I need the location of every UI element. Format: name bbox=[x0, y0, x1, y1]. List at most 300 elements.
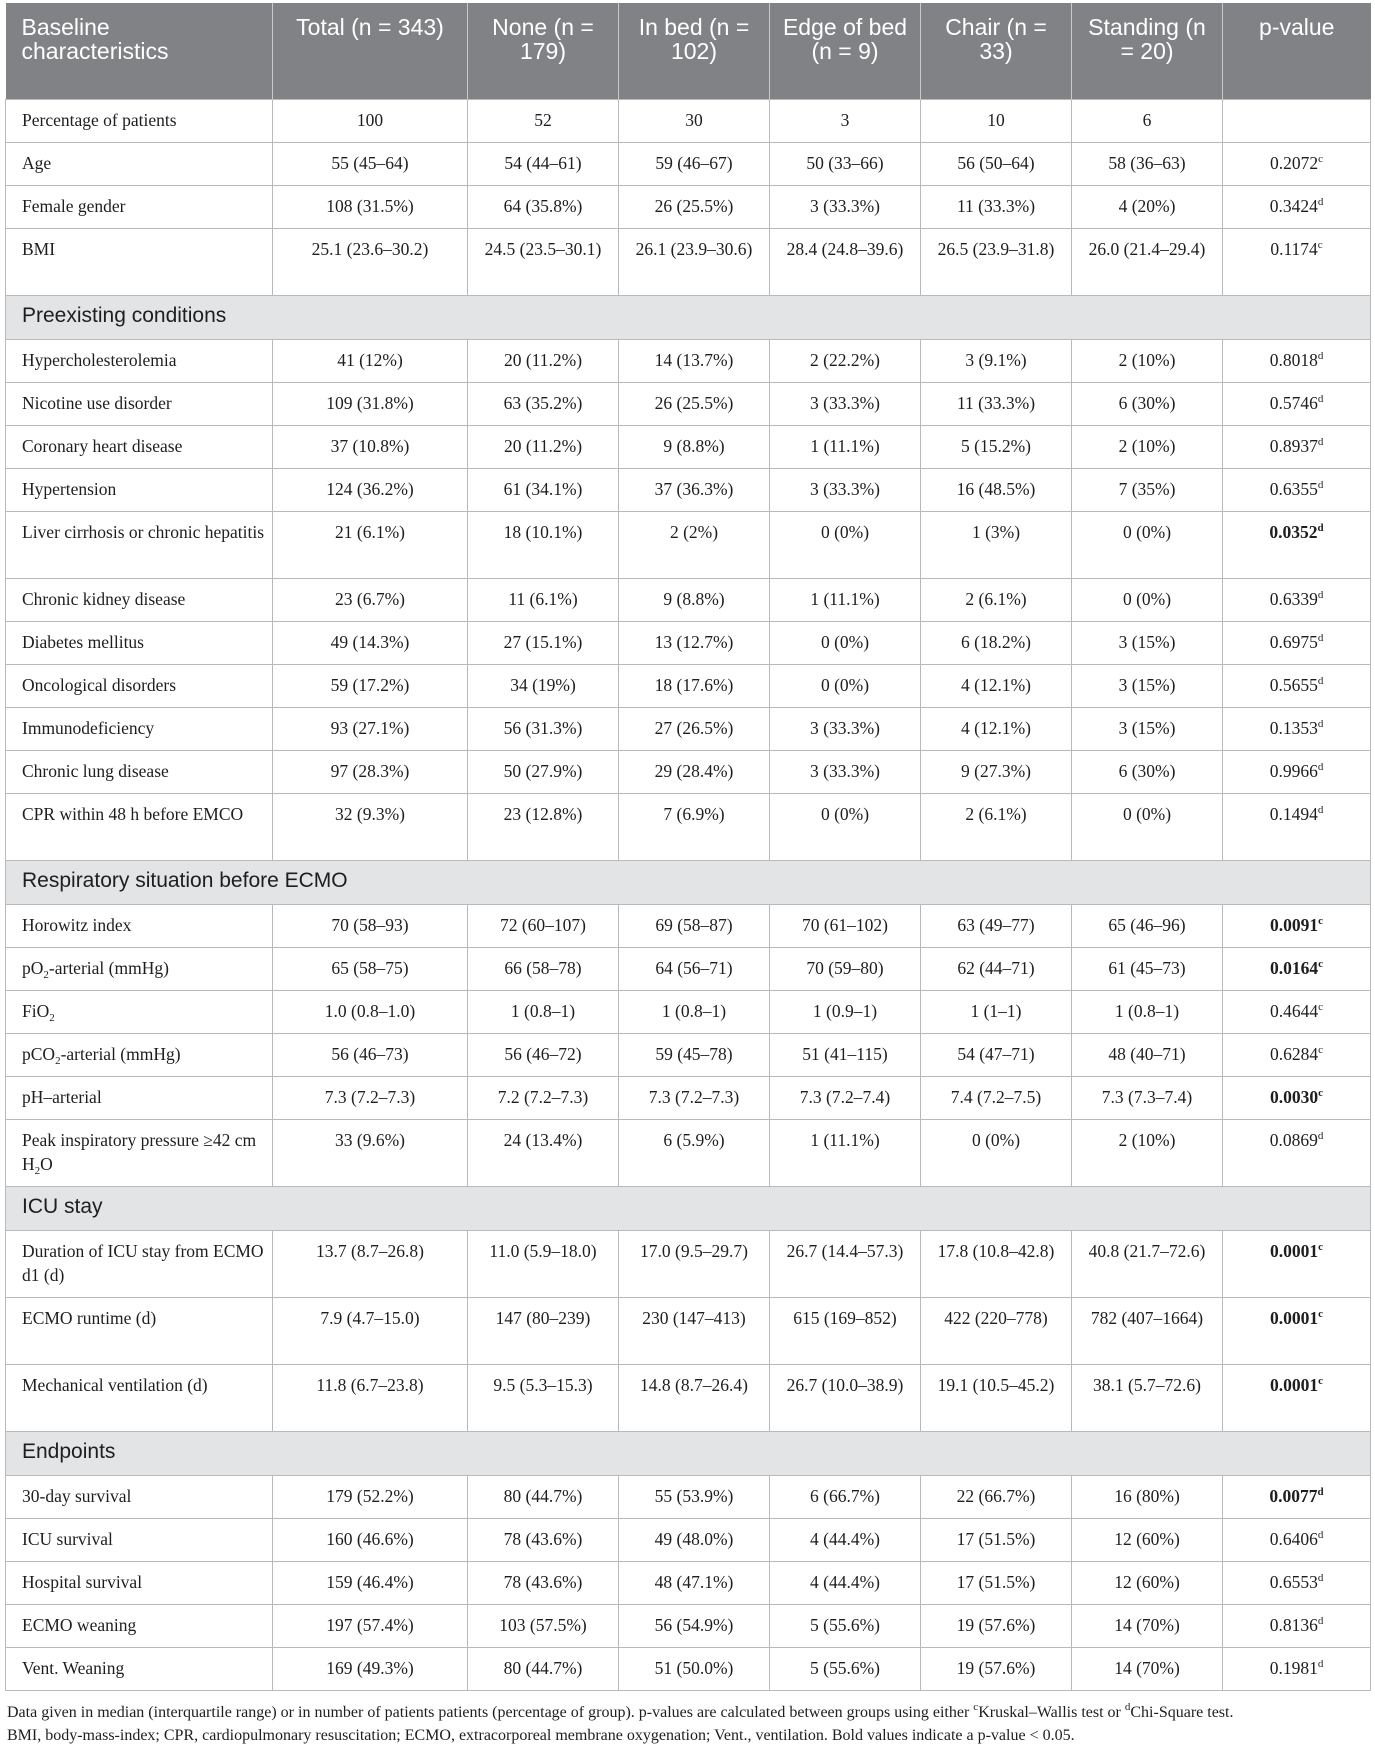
table-cell: 65 (58–75) bbox=[273, 948, 468, 991]
p-value-text: 0.1353 bbox=[1269, 718, 1318, 738]
table-cell: 40.8 (21.7–72.6) bbox=[1072, 1231, 1223, 1298]
table-cell: 160 (46.6%) bbox=[273, 1519, 468, 1562]
row-label bbox=[6, 383, 273, 426]
p-value-text: 0.4644 bbox=[1269, 1001, 1319, 1021]
table-cell: 32 (9.3%) bbox=[273, 794, 468, 861]
row-label-text: Mechanical ventilation (d) bbox=[22, 1375, 208, 1395]
table-cell: 14.8 (8.7–26.4) bbox=[619, 1365, 770, 1432]
row-label-text: Female gender bbox=[22, 196, 126, 216]
p-value-text: 0.0352 bbox=[1269, 522, 1318, 542]
p-value-text: 0.5746 bbox=[1269, 393, 1318, 413]
table-cell: 7.3 (7.2–7.3) bbox=[273, 1077, 468, 1120]
p-value-cell bbox=[1223, 469, 1371, 512]
table-cell: 29 (28.4%) bbox=[619, 751, 770, 794]
row-label-text: Horowitz index bbox=[22, 915, 132, 935]
header-p-value: p-value bbox=[1223, 3, 1371, 100]
table-cell: 17 (51.5%) bbox=[921, 1519, 1072, 1562]
p-value-cell bbox=[1223, 1365, 1371, 1432]
table-cell: 6 (30%) bbox=[1072, 383, 1223, 426]
table-cell: 3 (33.3%) bbox=[770, 751, 921, 794]
row-label bbox=[6, 1034, 273, 1077]
row-label bbox=[6, 512, 273, 579]
table-cell: 100 bbox=[273, 100, 468, 143]
section-header-row bbox=[6, 296, 1371, 340]
table-cell: 20 (11.2%) bbox=[468, 340, 619, 383]
p-value-test-note: d bbox=[1317, 196, 1324, 208]
p-value-test-note: c bbox=[1318, 1308, 1323, 1320]
table-cell: 7.9 (4.7–15.0) bbox=[273, 1298, 468, 1365]
p-value-text: 0.0001 bbox=[1269, 1241, 1319, 1261]
table-cell: 80 (44.7%) bbox=[468, 1476, 619, 1519]
header-in-bed: In bed (n = 102) bbox=[619, 3, 770, 100]
header-none: None (n = 179) bbox=[468, 3, 619, 100]
table-cell: 11 (33.3%) bbox=[921, 383, 1072, 426]
row-label bbox=[6, 948, 273, 991]
table-cell: 11.8 (6.7–23.8) bbox=[273, 1365, 468, 1432]
p-value-cell bbox=[1223, 794, 1371, 861]
table-cell: 0 (0%) bbox=[770, 512, 921, 579]
table-cell: 11 (6.1%) bbox=[468, 579, 619, 622]
p-value-text: 0.0001 bbox=[1269, 1308, 1319, 1328]
table-cell: 58 (36–63) bbox=[1072, 143, 1223, 186]
p-value-text: 0.2072 bbox=[1269, 153, 1319, 173]
table-cell: 422 (220–778) bbox=[921, 1298, 1072, 1365]
table-cell: 6 (5.9%) bbox=[619, 1120, 770, 1187]
table-cell: 7.2 (7.2–7.3) bbox=[468, 1077, 619, 1120]
table-cell: 1 (11.1%) bbox=[770, 1120, 921, 1187]
row-label-text: ICU survival bbox=[22, 1529, 113, 1549]
p-value-test-note: d bbox=[1317, 479, 1324, 491]
row-label bbox=[6, 665, 273, 708]
p-value-test-note: d bbox=[1317, 1486, 1324, 1498]
table-cell: 108 (31.5%) bbox=[273, 186, 468, 229]
table-cell: 0 (0%) bbox=[921, 1120, 1072, 1187]
table-cell: 78 (43.6%) bbox=[468, 1562, 619, 1605]
row-label bbox=[6, 1231, 273, 1298]
row-label-subscript: 2 bbox=[55, 1055, 61, 1067]
row-label bbox=[6, 426, 273, 469]
table-cell: 2 (6.1%) bbox=[921, 794, 1072, 861]
table-cell: 17.8 (10.8–42.8) bbox=[921, 1231, 1072, 1298]
p-value-cell bbox=[1223, 186, 1371, 229]
table-cell: 12 (60%) bbox=[1072, 1519, 1223, 1562]
table-cell: 103 (57.5%) bbox=[468, 1605, 619, 1648]
p-value-test-note: c bbox=[1318, 1001, 1323, 1013]
table-cell: 11 (33.3%) bbox=[921, 186, 1072, 229]
table-cell: 615 (169–852) bbox=[770, 1298, 921, 1365]
table-cell: 169 (49.3%) bbox=[273, 1648, 468, 1691]
row-label-text: Liver cirrhosis or chronic hepatitis bbox=[22, 522, 265, 542]
table-cell: 23 (6.7%) bbox=[273, 579, 468, 622]
row-label-subscript: 2 bbox=[49, 1012, 55, 1024]
row-label-text: ECMO weaning bbox=[22, 1615, 137, 1635]
row-label-text: Chronic lung disease bbox=[22, 761, 169, 781]
table-cell: 9 (8.8%) bbox=[619, 426, 770, 469]
row-label bbox=[6, 1476, 273, 1519]
row-label-text: Hospital survival bbox=[22, 1572, 143, 1592]
table-cell: 1 (0.8–1) bbox=[619, 991, 770, 1034]
p-value-cell bbox=[1223, 1605, 1371, 1648]
table-cell: 50 (33–66) bbox=[770, 143, 921, 186]
table-row bbox=[6, 186, 1371, 229]
table-row bbox=[6, 1648, 1371, 1691]
table-cell: 48 (47.1%) bbox=[619, 1562, 770, 1605]
row-label-text: Diabetes mellitus bbox=[22, 632, 144, 652]
table-cell: 1 (11.1%) bbox=[770, 426, 921, 469]
table-cell: 18 (10.1%) bbox=[468, 512, 619, 579]
footnote-text-a: Data given in median (interquartile range) or in number of patients patients (percentage of group). p-values are calculated between groups using either bbox=[7, 1704, 974, 1721]
table-cell: 56 (46–72) bbox=[468, 1034, 619, 1077]
table-cell: 109 (31.8%) bbox=[273, 383, 468, 426]
table-cell: 179 (52.2%) bbox=[273, 1476, 468, 1519]
p-value-cell bbox=[1223, 229, 1371, 296]
table-cell: 64 (56–71) bbox=[619, 948, 770, 991]
table-cell: 1 (11.1%) bbox=[770, 579, 921, 622]
p-value-cell bbox=[1223, 1034, 1371, 1077]
row-label-text: CPR within 48 h before EMCO bbox=[22, 804, 244, 824]
table-cell: 24.5 (23.5–30.1) bbox=[468, 229, 619, 296]
p-value-text: 0.0091 bbox=[1269, 915, 1319, 935]
row-label-text: Vent. Weaning bbox=[22, 1658, 125, 1678]
table-cell: 63 (35.2%) bbox=[468, 383, 619, 426]
p-value-text: 0.6339 bbox=[1269, 589, 1318, 609]
p-value-cell bbox=[1223, 1648, 1371, 1691]
table-cell: 5 (55.6%) bbox=[770, 1648, 921, 1691]
table-cell: 3 (33.3%) bbox=[770, 383, 921, 426]
table-cell: 28.4 (24.8–39.6) bbox=[770, 229, 921, 296]
table-cell: 2 (10%) bbox=[1072, 426, 1223, 469]
table-container bbox=[5, 3, 1370, 1747]
section-header-row bbox=[6, 861, 1371, 905]
table-cell: 56 (50–64) bbox=[921, 143, 1072, 186]
table-cell: 19.1 (10.5–45.2) bbox=[921, 1365, 1072, 1432]
table-cell: 230 (147–413) bbox=[619, 1298, 770, 1365]
p-value-test-note: d bbox=[1317, 1615, 1324, 1627]
table-cell: 4 (20%) bbox=[1072, 186, 1223, 229]
table-cell: 5 (55.6%) bbox=[770, 1605, 921, 1648]
table-footnote bbox=[5, 1701, 1370, 1747]
p-value-cell bbox=[1223, 1077, 1371, 1120]
table-cell: 52 bbox=[468, 100, 619, 143]
table-row bbox=[6, 948, 1371, 991]
table-cell: 24 (13.4%) bbox=[468, 1120, 619, 1187]
table-cell: 6 (18.2%) bbox=[921, 622, 1072, 665]
footnote-line-1 bbox=[7, 1701, 1370, 1724]
table-cell: 26.7 (14.4–57.3) bbox=[770, 1231, 921, 1298]
p-value-text: 0.1981 bbox=[1269, 1658, 1318, 1678]
p-value-cell bbox=[1223, 426, 1371, 469]
table-cell: 59 (45–78) bbox=[619, 1034, 770, 1077]
row-label-text: Oncological disorders bbox=[22, 675, 177, 695]
table-cell: 2 (10%) bbox=[1072, 1120, 1223, 1187]
row-label-text: Age bbox=[22, 153, 52, 173]
table-row bbox=[6, 622, 1371, 665]
table-cell: 51 (50.0%) bbox=[619, 1648, 770, 1691]
table-row bbox=[6, 1298, 1371, 1365]
table-row bbox=[6, 100, 1371, 143]
row-label bbox=[6, 229, 273, 296]
table-cell: 7 (6.9%) bbox=[619, 794, 770, 861]
table-cell: 54 (47–71) bbox=[921, 1034, 1072, 1077]
p-value-text: 0.0869 bbox=[1269, 1130, 1318, 1150]
table-cell: 26.5 (23.9–31.8) bbox=[921, 229, 1072, 296]
footnote-sup-d: d bbox=[1124, 1701, 1131, 1713]
table-cell: 49 (14.3%) bbox=[273, 622, 468, 665]
table-cell: 10 bbox=[921, 100, 1072, 143]
table-cell: 2 (2%) bbox=[619, 512, 770, 579]
table-cell: 26 (25.5%) bbox=[619, 383, 770, 426]
p-value-cell bbox=[1223, 143, 1371, 186]
table-cell: 22 (66.7%) bbox=[921, 1476, 1072, 1519]
p-value-test-note: d bbox=[1317, 1130, 1324, 1142]
table-cell: 63 (49–77) bbox=[921, 905, 1072, 948]
row-label-suffix: -arterial (mmHg) bbox=[48, 958, 169, 978]
table-cell: 17 (51.5%) bbox=[921, 1562, 1072, 1605]
table-cell: 55 (45–64) bbox=[273, 143, 468, 186]
table-row bbox=[6, 1034, 1371, 1077]
table-cell: 9.5 (5.3–15.3) bbox=[468, 1365, 619, 1432]
table-row bbox=[6, 991, 1371, 1034]
p-value-text: 0.8136 bbox=[1269, 1615, 1318, 1635]
table-cell: 64 (35.8%) bbox=[468, 186, 619, 229]
table-cell: 25.1 (23.6–30.2) bbox=[273, 229, 468, 296]
table-cell: 7 (35%) bbox=[1072, 469, 1223, 512]
header-baseline-characteristics: Baseline characteristics bbox=[6, 3, 273, 100]
table-cell: 4 (12.1%) bbox=[921, 708, 1072, 751]
section-header-row bbox=[6, 1432, 1371, 1476]
p-value-text: 0.6975 bbox=[1269, 632, 1318, 652]
p-value-test-note: d bbox=[1317, 350, 1324, 362]
table-cell: 21 (6.1%) bbox=[273, 512, 468, 579]
row-label-text: Duration of ICU stay from ECMO d1 (d) bbox=[22, 1241, 264, 1285]
table-row bbox=[6, 1231, 1371, 1298]
table-cell: 2 (6.1%) bbox=[921, 579, 1072, 622]
row-label bbox=[6, 708, 273, 751]
p-value-test-note: d bbox=[1317, 522, 1324, 534]
p-value-test-note: d bbox=[1317, 393, 1324, 405]
table-cell: 51 (41–115) bbox=[770, 1034, 921, 1077]
table-cell: 59 (46–67) bbox=[619, 143, 770, 186]
table-cell: 4 (12.1%) bbox=[921, 665, 1072, 708]
p-value-text: 0.6355 bbox=[1269, 479, 1318, 499]
table-cell: 59 (17.2%) bbox=[273, 665, 468, 708]
table-cell: 0 (0%) bbox=[770, 794, 921, 861]
table-cell: 7.3 (7.2–7.3) bbox=[619, 1077, 770, 1120]
table-cell: 3 bbox=[770, 100, 921, 143]
p-value-cell bbox=[1223, 948, 1371, 991]
table-cell: 93 (27.1%) bbox=[273, 708, 468, 751]
row-label bbox=[6, 1120, 273, 1187]
row-label-text: pO bbox=[22, 958, 44, 978]
table-cell: 66 (58–78) bbox=[468, 948, 619, 991]
row-label-suffix: O bbox=[40, 1154, 53, 1174]
table-cell: 65 (46–96) bbox=[1072, 905, 1223, 948]
table-cell: 30 bbox=[619, 100, 770, 143]
p-value-text: 0.5655 bbox=[1269, 675, 1318, 695]
table-cell: 3 (33.3%) bbox=[770, 186, 921, 229]
table-cell: 0 (0%) bbox=[770, 665, 921, 708]
p-value-test-note: c bbox=[1318, 1241, 1323, 1253]
p-value-cell bbox=[1223, 708, 1371, 751]
table-row bbox=[6, 751, 1371, 794]
table-cell: 72 (60–107) bbox=[468, 905, 619, 948]
table-cell: 1.0 (0.8–1.0) bbox=[273, 991, 468, 1034]
p-value-test-note: d bbox=[1317, 436, 1324, 448]
header-edge-of-bed: Edge of bed (n = 9) bbox=[770, 3, 921, 100]
table-cell: 124 (36.2%) bbox=[273, 469, 468, 512]
table-cell: 3 (9.1%) bbox=[921, 340, 1072, 383]
p-value-text: 0.3424 bbox=[1269, 196, 1318, 216]
table-cell: 3 (15%) bbox=[1072, 622, 1223, 665]
table-cell: 1 (0.8–1) bbox=[468, 991, 619, 1034]
table-row bbox=[6, 383, 1371, 426]
row-label bbox=[6, 622, 273, 665]
p-value-text: 0.6553 bbox=[1269, 1572, 1318, 1592]
table-cell: 11.0 (5.9–18.0) bbox=[468, 1231, 619, 1298]
table-cell: 37 (10.8%) bbox=[273, 426, 468, 469]
p-value-text: 0.0030 bbox=[1269, 1087, 1319, 1107]
table-row bbox=[6, 1605, 1371, 1648]
table-cell: 4 (44.4%) bbox=[770, 1562, 921, 1605]
table-cell: 34 (19%) bbox=[468, 665, 619, 708]
table-cell: 18 (17.6%) bbox=[619, 665, 770, 708]
p-value-text: 0.0077 bbox=[1269, 1486, 1318, 1506]
table-cell: 38.1 (5.7–72.6) bbox=[1072, 1365, 1223, 1432]
table-cell: 13 (12.7%) bbox=[619, 622, 770, 665]
table-header-row bbox=[6, 3, 1371, 100]
p-value-test-note: c bbox=[1318, 1087, 1323, 1099]
section-header-row bbox=[6, 1187, 1371, 1231]
row-label-suffix: -arterial (mmHg) bbox=[60, 1044, 181, 1064]
p-value-test-note: d bbox=[1317, 675, 1324, 687]
row-label bbox=[6, 469, 273, 512]
table-cell: 7.3 (7.3–7.4) bbox=[1072, 1077, 1223, 1120]
row-label bbox=[6, 794, 273, 861]
header-chair: Chair (n = 33) bbox=[921, 3, 1072, 100]
p-value-test-note: c bbox=[1317, 239, 1323, 251]
table-cell: 14 (70%) bbox=[1072, 1605, 1223, 1648]
row-label bbox=[6, 1365, 273, 1432]
table-cell: 17.0 (9.5–29.7) bbox=[619, 1231, 770, 1298]
table-cell: 27 (26.5%) bbox=[619, 708, 770, 751]
table-cell: 19 (57.6%) bbox=[921, 1648, 1072, 1691]
row-label bbox=[6, 1562, 273, 1605]
row-label-subscript: 2 bbox=[34, 1165, 41, 1177]
row-label-text: pH–arterial bbox=[22, 1087, 102, 1107]
row-label-text: 30-day survival bbox=[22, 1486, 132, 1506]
table-cell: 6 (30%) bbox=[1072, 751, 1223, 794]
p-value-test-note: d bbox=[1317, 589, 1324, 601]
row-label bbox=[6, 991, 273, 1034]
p-value-test-note: c bbox=[1318, 958, 1323, 970]
table-cell: 70 (58–93) bbox=[273, 905, 468, 948]
table-cell: 0 (0%) bbox=[1072, 579, 1223, 622]
p-value-text: 0.8018 bbox=[1269, 350, 1318, 370]
table-row bbox=[6, 1077, 1371, 1120]
footnote-text-b: Kruskal–Wallis test or bbox=[978, 1704, 1125, 1721]
table-cell: 4 (44.4%) bbox=[770, 1519, 921, 1562]
p-value-text: 0.1494 bbox=[1269, 804, 1318, 824]
table-row bbox=[6, 708, 1371, 751]
row-label-text: Chronic kidney disease bbox=[22, 589, 186, 609]
table-cell: 70 (59–80) bbox=[770, 948, 921, 991]
table-cell: 7.3 (7.2–7.4) bbox=[770, 1077, 921, 1120]
table-cell: 7.4 (7.2–7.5) bbox=[921, 1077, 1072, 1120]
table-cell: 70 (61–102) bbox=[770, 905, 921, 948]
table-cell: 782 (407–1664) bbox=[1072, 1298, 1223, 1365]
p-value-cell bbox=[1223, 1231, 1371, 1298]
table-cell: 9 (27.3%) bbox=[921, 751, 1072, 794]
row-label bbox=[6, 186, 273, 229]
table-cell: 20 (11.2%) bbox=[468, 426, 619, 469]
row-label-text: BMI bbox=[22, 239, 56, 259]
p-value-cell bbox=[1223, 665, 1371, 708]
p-value-cell bbox=[1223, 1562, 1371, 1605]
p-value-test-note: d bbox=[1317, 1572, 1324, 1584]
row-label-text: Coronary heart disease bbox=[22, 436, 183, 456]
p-value-test-note: d bbox=[1317, 804, 1324, 816]
p-value-cell bbox=[1223, 340, 1371, 383]
p-value-cell bbox=[1223, 512, 1371, 579]
p-value-test-note: d bbox=[1317, 1529, 1324, 1541]
table-cell: 26.1 (23.9–30.6) bbox=[619, 229, 770, 296]
p-value-cell bbox=[1223, 991, 1371, 1034]
row-label-text: Hypercholesterolemia bbox=[22, 350, 177, 370]
table-cell: 159 (46.4%) bbox=[273, 1562, 468, 1605]
table-row bbox=[6, 1562, 1371, 1605]
p-value-test-note: c bbox=[1318, 1044, 1323, 1056]
table-cell: 9 (8.8%) bbox=[619, 579, 770, 622]
table-cell: 6 bbox=[1072, 100, 1223, 143]
table-cell: 50 (27.9%) bbox=[468, 751, 619, 794]
section-title: Endpoints bbox=[6, 1432, 1371, 1476]
footnote-sup-c: c bbox=[973, 1701, 979, 1713]
row-label-text: Immunodeficiency bbox=[22, 718, 155, 738]
table-row bbox=[6, 1519, 1371, 1562]
p-value-text: 0.8937 bbox=[1269, 436, 1318, 456]
p-value-test-note: d bbox=[1317, 632, 1324, 644]
table-cell: 56 (54.9%) bbox=[619, 1605, 770, 1648]
table-cell: 13.7 (8.7–26.8) bbox=[273, 1231, 468, 1298]
row-label bbox=[6, 143, 273, 186]
row-label-text: Nicotine use disorder bbox=[22, 393, 172, 413]
table-cell: 19 (57.6%) bbox=[921, 1605, 1072, 1648]
table-row bbox=[6, 469, 1371, 512]
table-cell: 3 (15%) bbox=[1072, 665, 1223, 708]
table-cell: 14 (70%) bbox=[1072, 1648, 1223, 1691]
table-cell: 26.7 (10.0–38.9) bbox=[770, 1365, 921, 1432]
p-value-cell bbox=[1223, 383, 1371, 426]
p-value-cell bbox=[1223, 751, 1371, 794]
section-title: ICU stay bbox=[6, 1187, 1371, 1231]
table-row bbox=[6, 1365, 1371, 1432]
table-row bbox=[6, 665, 1371, 708]
p-value-cell bbox=[1223, 622, 1371, 665]
table-cell: 41 (12%) bbox=[273, 340, 468, 383]
table-cell: 37 (36.3%) bbox=[619, 469, 770, 512]
row-label bbox=[6, 340, 273, 383]
table-cell: 2 (22.2%) bbox=[770, 340, 921, 383]
table-cell: 5 (15.2%) bbox=[921, 426, 1072, 469]
table-cell: 26.0 (21.4–29.4) bbox=[1072, 229, 1223, 296]
row-label bbox=[6, 1605, 273, 1648]
row-label-text: FiO bbox=[22, 1001, 50, 1021]
p-value-test-note: d bbox=[1317, 761, 1324, 773]
table-cell: 61 (34.1%) bbox=[468, 469, 619, 512]
footnote-text-c: Chi-Square test. bbox=[1130, 1704, 1234, 1721]
table-cell: 1 (3%) bbox=[921, 512, 1072, 579]
p-value-text: 0.0001 bbox=[1269, 1375, 1319, 1395]
